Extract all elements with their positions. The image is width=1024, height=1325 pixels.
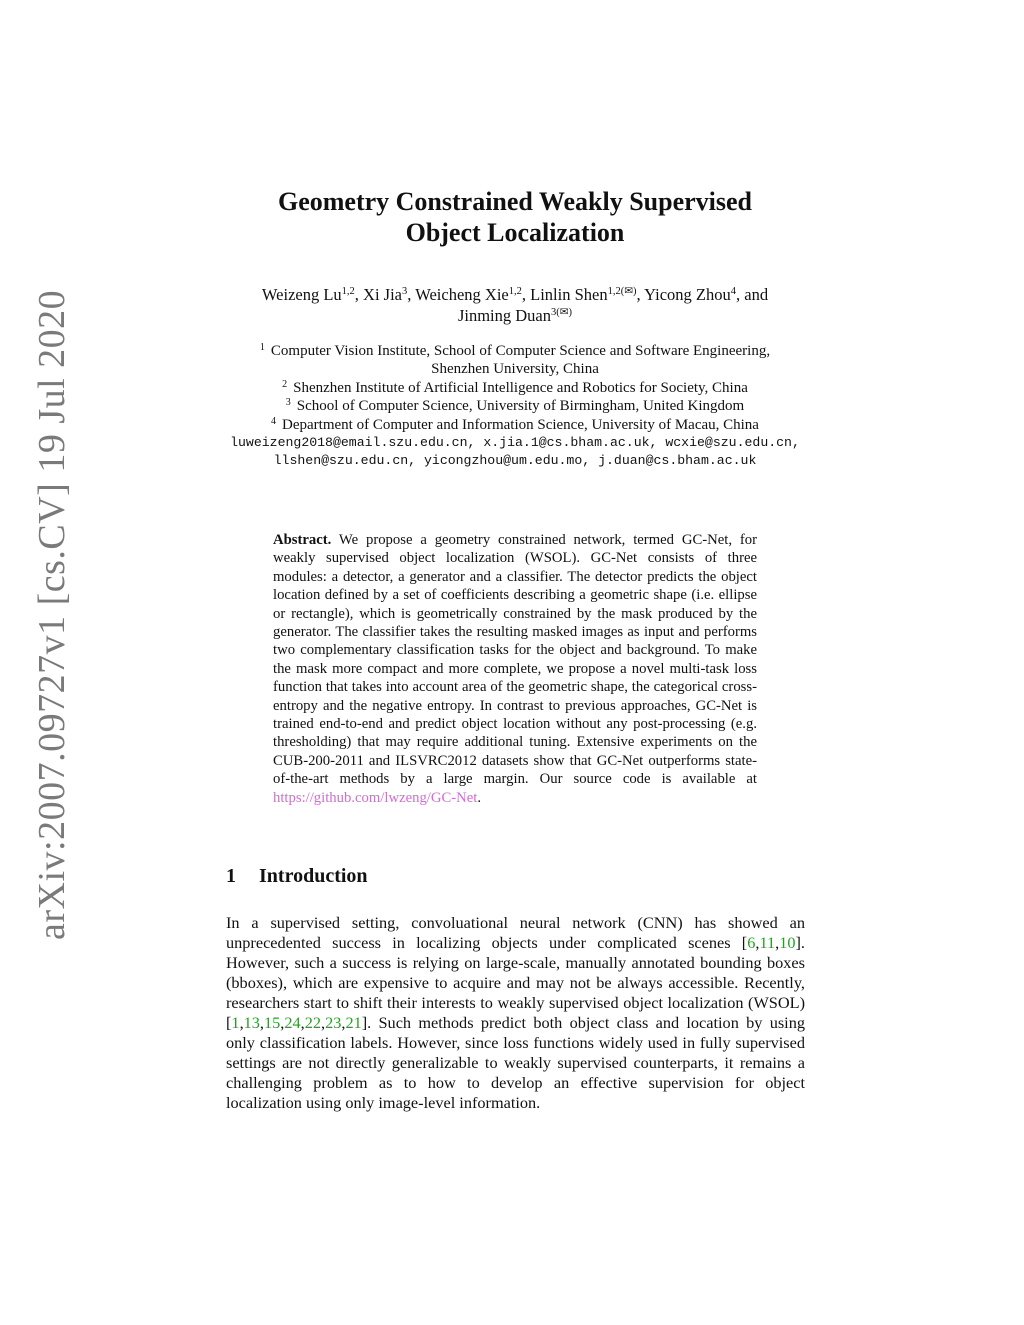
affiliation-number: 2 xyxy=(282,378,288,390)
affiliation-1 xyxy=(200,342,830,360)
affiliation-text: Department of Computer and Information Science, University of Macau, China xyxy=(282,416,759,433)
author-affil-sup: 1,2 xyxy=(341,286,355,297)
abstract-text: We propose a geometry constrained network, termed GC-Net, for weakly supervised object localization (WSOL). GC-Net consists of three modules: a detector, a generator and a classifier. The detector predicts the object location defined by a set of coefficients describing a geometric shape (i.e. ellipse or rectangle), which is geometrically constrained by the mask produced by the generator. The classifier takes the resulting masked images as input and performs two complementary classification tasks for the object and background. To make the mask more compact and more complete, we propose a novel multi-task loss function that takes into account area of the geometric shape, the categorical cross-entropy and the negative entropy. In contrast to previous approaches, GC-Net is trained end-to-end and predict object location without any post-processing (e.g. thresholding) that may require additional tuning. Extensive experiments on the CUB-200-2011 and ILSVRC2012 datasets show that GC-Net outperforms state-of-the-art methods by a large margin. Our source code is available at xyxy=(273,532,757,788)
intro-text-3: ]. Such methods predict both object class and location by using only classification labels. However, since loss functions widely used in fully supervised settings are not directly generalizable to weakly supervised counterparts, it remains a challenging problem as to how to develop an effective supervision for object localization using only image-level information. xyxy=(226,1013,805,1112)
citation[interactable]: 6 xyxy=(747,933,756,952)
section-heading xyxy=(226,864,806,888)
affiliation-1-cont: Shenzhen University, China xyxy=(431,361,599,378)
author-name: Weicheng Xie xyxy=(415,285,509,304)
author-name: Weizeng Lu xyxy=(261,285,342,304)
author-separator: , xyxy=(521,285,531,304)
author-list xyxy=(200,284,830,326)
author-name: Jinming Duan xyxy=(457,306,551,325)
abstract-label: Abstract. xyxy=(273,532,332,548)
citation[interactable]: 22 xyxy=(304,1013,321,1032)
citation[interactable]: 24 xyxy=(284,1013,301,1032)
affiliation-text: Shenzhen Institute of Artificial Intelligence and Robotics for Society, China xyxy=(293,379,748,396)
paper-title xyxy=(200,186,830,248)
citation[interactable]: 23 xyxy=(325,1013,342,1032)
affiliation-list xyxy=(200,342,830,471)
email-line-2: llshen@szu.edu.cn, yicongzhou@um.edu.mo, j.duan@cs.bham.ac.uk xyxy=(273,453,757,469)
citation[interactable]: 10 xyxy=(779,933,796,952)
affiliation-4 xyxy=(200,416,830,434)
section-number: 1 xyxy=(226,865,236,887)
abstract-end: . xyxy=(477,789,482,806)
author-separator: , xyxy=(354,285,364,304)
citation[interactable]: 1 xyxy=(231,1013,240,1032)
author-affil-sup: 1,2 xyxy=(508,286,522,297)
citation[interactable]: 13 xyxy=(243,1013,260,1032)
affiliation-number: 3 xyxy=(285,397,291,409)
author-affil-sup: 3 xyxy=(402,286,408,297)
author-name: Linlin Shen xyxy=(530,285,608,304)
author-name: Xi Jia xyxy=(363,285,403,304)
arxiv-identifier[interactable]: arXiv:2007.09727v1 [cs.CV] 19 Jul 2020 xyxy=(31,289,73,940)
title-line-2: Object Localization xyxy=(405,218,625,247)
author-affil-sup: 4 xyxy=(730,286,737,297)
intro-text-1: In a supervised setting, convoluational neural network (CNN) has showed an unprecedented success in localizing objects under complicated scenes [ xyxy=(226,913,805,952)
author-separator: , xyxy=(636,285,645,304)
author-name: Yicong Zhou xyxy=(644,285,731,304)
affiliation-text: School of Computer Science, University of Birmingham, United Kingdom xyxy=(296,398,745,415)
intro-text-2: ]. However, such a success is relying on large-scale, manually annotated bounding boxes (bboxes), which are expensive to acquire and may not be always accessible. Recently, researchers start to shift their interests to weakly supervised object localization (WSOL) [ xyxy=(226,933,805,1032)
source-code-link[interactable]: https://github.com/lwzeng/GC-Net xyxy=(273,789,478,806)
affiliation-number: 4 xyxy=(271,415,277,427)
affiliation-text: Computer Vision Institute, School of Computer Science and Software Engineering, xyxy=(270,343,771,359)
author-affil-sup: 1,2(✉) xyxy=(607,286,637,297)
citation[interactable]: 11 xyxy=(759,933,776,952)
author-separator: , xyxy=(407,285,416,304)
section-title: Introduction xyxy=(259,865,368,887)
affiliation-3 xyxy=(200,397,830,415)
affiliation-2 xyxy=(200,379,830,397)
email-line-1: luweizeng2018@email.szu.edu.cn, x.jia.1@cs.bham.ac.uk, wcxie@szu.edu.cn, xyxy=(230,435,800,451)
author-affil-sup: 3(✉) xyxy=(551,307,573,318)
citation[interactable]: 21 xyxy=(345,1013,362,1032)
intro-paragraph: In a supervised setting, convoluational neural network (CNN) has showed an unprecedented success in localizing objects under complicated scenes [6,11,10]. However, such a success is relying on large-scale, manually annotated bounding boxes (bboxes), which are expensive to acquire and may not be always accessible. Recently, researchers start to shift their interests to weakly supervised object localization (WSOL) [1,13,15,24,22,23,21]. Such methods predict both object class and location by using only classification labels. However, since loss functions widely used in fully supervised settings are not directly generalizable to weakly supervised counterparts, it remains a challenging problem as to how to develop an effective supervision for object localization using only image-level information. xyxy=(226,913,805,1112)
abstract xyxy=(273,531,757,807)
author-separator: , and xyxy=(736,285,769,304)
affiliation-number: 1 xyxy=(259,342,265,353)
citation[interactable]: 15 xyxy=(264,1013,281,1032)
title-line-1: Geometry Constrained Weakly Supervised xyxy=(277,187,753,216)
